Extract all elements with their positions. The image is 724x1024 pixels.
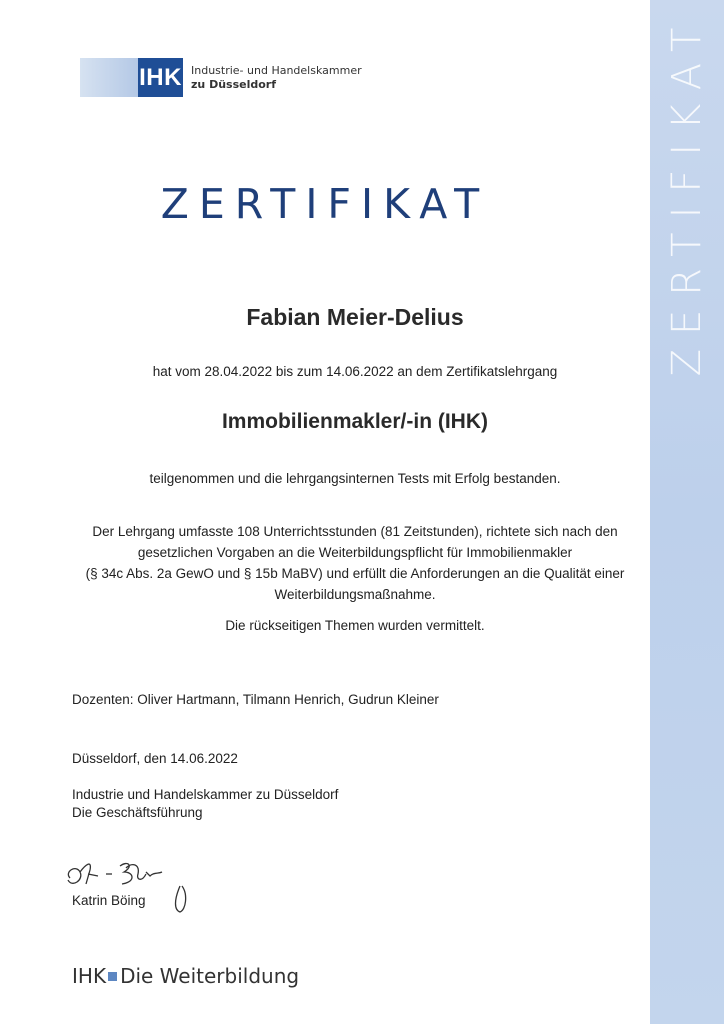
footer-square-icon [108, 972, 117, 981]
description-line: Der Lehrgang umfasste 108 Unterrichtsstunden (81 Zeitstunden), richtete sich nach den [92, 524, 618, 539]
footer-ihk: IHK [72, 964, 107, 988]
signer-name: Katrin Böing [72, 893, 146, 908]
course-name: Immobilienmakler/-in (IHK) [221, 410, 489, 433]
description-line: Weiterbildungsmaßnahme. [274, 587, 436, 602]
place-date-text: Düsseldorf, den 14.06.2022 [72, 751, 238, 766]
logo-text-line1: Industrie- und Handelskammer [191, 64, 362, 77]
recipient-name: Fabian Meier-Delius [246, 304, 464, 330]
description-line: gesetzlichen Vorgaben an die Weiterbildungspflicht für Immobilienmakler [137, 545, 573, 560]
certificate-title: ZERTIFIKAT [160, 180, 490, 228]
date-range-text: hat vom 28.04.2022 bis zum 14.06.2022 an dem Zertifikatslehrgang [152, 364, 558, 379]
footer-brand [72, 964, 299, 988]
themes-text: Die rückseitigen Themen wurden vermittelt. [225, 618, 485, 633]
side-vertical-title: ZERTIFIKAT [664, 13, 710, 377]
signature-image [62, 850, 202, 920]
lecturers-text: Dozenten: Oliver Hartmann, Tilmann Henrich, Gudrun Kleiner [72, 692, 439, 707]
chamber-name: Industrie und Handelskammer zu Düsseldorf [72, 787, 339, 802]
course-description [0, 521, 710, 605]
passed-text: teilgenommen und die lehrgangsinternen Tests mit Erfolg bestanden. [149, 471, 561, 486]
ihk-logo: IHK [138, 58, 183, 97]
logo-text-line2: zu Düsseldorf [191, 78, 276, 91]
footer-weiterbildung: Die Weiterbildung [120, 964, 300, 988]
management-text: Die Geschäftsführung [72, 805, 203, 820]
description-line: (§ 34c Abs. 2a GewO und § 15b MaBV) und erfüllt die Anforderungen an die Qualität einer [85, 566, 625, 581]
